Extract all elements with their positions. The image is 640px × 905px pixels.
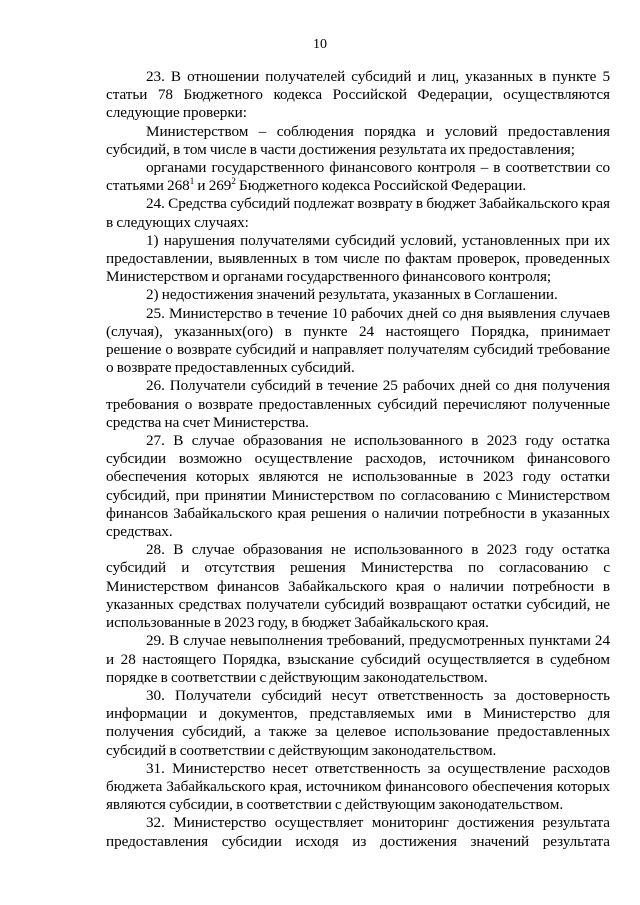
paragraph-text: органами государственного финансового контроля – в соответствии со статьями 268 (106, 159, 610, 195)
paragraph-23-ministry-check: Министерством – соблюдения порядка и условий предоставления субсидий, в том числе в части достижения результата их предоставления; (106, 122, 610, 158)
paragraph-24-item-1: 1) нарушения получателями субсидий условий, установленных при их предоставлении, выявленных в том числе по фактам проверок, проведенных Министерством и органами государственного финансового контроля; (106, 231, 610, 286)
paragraph-text: Бюджетного кодекса Российской Федерации. (235, 177, 527, 195)
paragraph-28: 28. В случае образования не использованного в 2023 году остатка субсидий и отсутствия решения Министерства по согласованию с Министерством финансов Забайкальского края о наличии потребности в указанных средствах получатели субсидий возвращают остатки субсидий, не использованные в 2023 году, в бюджет Забайкальского края. (106, 541, 610, 632)
paragraph-26: 26. Получатели субсидий в течение 25 рабочих дней со дня получения требования о возврате предоставленных субсидий перечисляют полученные средства на счет Министерства. (106, 377, 610, 431)
document-body (106, 68, 610, 851)
paragraph-29: 29. В случае невыполнения требований, предусмотренных пунктами 24 и 28 настоящего Порядка, взыскание субсидий осуществляется в судебном порядке в соответствии с действующим законодательством. (106, 632, 610, 686)
paragraph-24: 24. Средства субсидий подлежат возврату в бюджет Забайкальского края в следующих случаях: (106, 195, 610, 231)
page-number: 10 (313, 37, 327, 52)
paragraph-23: 23. В отношении получателей субсидий и лиц, указанных в пункте 5 статьи 78 Бюджетного кодекса Российской Федерации, осуществляются следующие проверки: (106, 68, 610, 122)
paragraph-25: 25. Министерство в течение 10 рабочих дней со дня выявления случаев (случая), указанных(ого) в пункте 24 настоящего Порядка, принимает решение о возврате субсидий и направляет получателям субсидий требование о возврате предоставленных субсидий. (106, 304, 610, 377)
paragraph-30: 30. Получатели субсидий несут ответственность за достоверность информации и документов, представляемых ими в Министерство для получения субсидий, а также за целевое использование предоставленных субсидий в соответствии с действующим законодательством. (106, 686, 610, 759)
paragraph-32: 32. Министерство осуществляет мониторинг достижения результата предоставления субсидии исходя из достижения значений результата (106, 814, 610, 850)
superscript: 2 (231, 176, 236, 187)
paragraph-24-item-2: 2) недостижения значений результата, указанных в Соглашении. (146, 286, 558, 304)
paragraph-23-financial-control-check (106, 159, 610, 195)
paragraph-27: 27. В случае образования не использованного в 2023 году остатка субсидии возможно осуществление расходов, источником финансового обеспечения которых являются не использованные в 2023 году остатки субсидий, при принятии Министерством по согласованию с Министерством финансов Забайкальского края решения о наличии потребности в указанных средствах. (106, 432, 610, 541)
paragraph-31: 31. Министерство несет ответственность за осуществление расходов бюджета Забайкальского края, источником финансового обеспечения которых являются субсидии, в соответствии с действующим законодательством. (106, 759, 610, 814)
superscript: 1 (189, 176, 195, 187)
paragraph-text: и 269 (194, 177, 232, 195)
